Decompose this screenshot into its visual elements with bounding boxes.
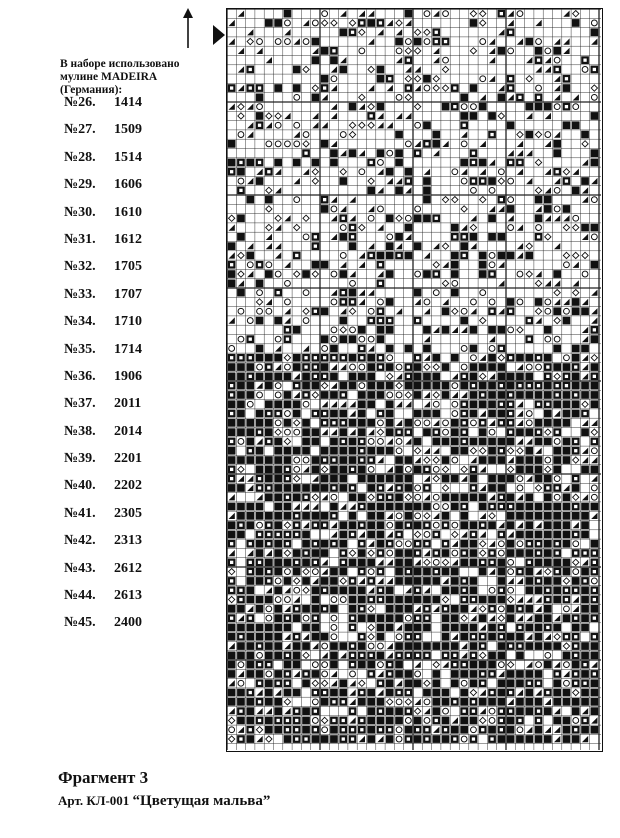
thread-item [64,423,164,450]
thread-number: №38. [64,423,96,439]
thread-code: 1906 [114,368,142,384]
thread-code: 1610 [114,204,142,220]
thread-code: 2612 [114,560,142,576]
thread-code: 1714 [114,341,142,357]
thread-number: №29. [64,177,96,193]
article-caption [58,793,270,810]
thread-item [64,341,164,368]
thread-item [64,258,164,285]
thread-item [64,368,164,395]
fragment-title: Фрагмент 3 [58,768,149,787]
intro-line-1: В наборе использовано [60,58,180,70]
thread-number: №35. [64,341,96,357]
thread-code: 2400 [114,615,142,631]
thread-code: 2011 [114,396,142,412]
thread-number: №40. [64,478,96,494]
thread-code: 1707 [114,286,142,302]
threads-intro [60,58,220,97]
thread-item [64,560,164,587]
thread-item [64,286,164,313]
thread-item [64,204,164,231]
thread-item [64,587,164,614]
thread-item [64,149,164,176]
thread-item [64,614,164,641]
thread-number: №45. [64,615,96,631]
article-number: Арт. КЛ-001 [58,793,130,808]
thread-code: 1509 [114,122,142,138]
thread-code: 2305 [114,505,142,521]
thread-code: 1514 [114,149,142,165]
pattern-name: “Цветущая мальва” [132,793,271,809]
thread-number: №36. [64,368,96,384]
thread-item [64,532,164,559]
pattern-grid-canvas [227,9,601,750]
intro-line-2: мулине MADEIRA (Германия): [60,71,157,96]
thread-number: №41. [64,505,96,521]
thread-item [64,94,164,121]
thread-item [64,395,164,422]
thread-item [64,477,164,504]
thread-item [64,450,164,477]
thread-item [64,231,164,258]
thread-number: №43. [64,560,96,576]
thread-item [64,176,164,203]
thread-number: №32. [64,259,96,275]
thread-code: 1612 [114,231,142,247]
thread-number: №37. [64,396,96,412]
thread-number: №39. [64,451,96,467]
thread-number: №34. [64,314,96,330]
thread-number: №27. [64,122,96,138]
thread-number: №44. [64,588,96,604]
thread-number: №30. [64,204,96,220]
thread-code: 1705 [114,259,142,275]
thread-number: №31. [64,231,96,247]
thread-list [64,94,164,642]
thread-number: №42. [64,533,96,549]
thread-code: 1606 [114,177,142,193]
thread-number: №28. [64,149,96,165]
cross-stitch-pattern-grid [226,8,603,752]
thread-number: №33. [64,286,96,302]
thread-code: 2613 [114,588,142,604]
thread-code: 2014 [114,423,142,439]
thread-item [64,313,164,340]
triangle-marker-icon [213,25,225,45]
thread-item [64,121,164,148]
thread-item [64,505,164,532]
thread-code: 1710 [114,314,142,330]
up-arrow-icon [181,8,195,48]
thread-code: 2202 [114,478,142,494]
thread-code: 2313 [114,533,142,549]
thread-code: 2201 [114,451,142,467]
thread-code: 1414 [114,95,142,110]
thread-number: №26. [64,95,96,110]
